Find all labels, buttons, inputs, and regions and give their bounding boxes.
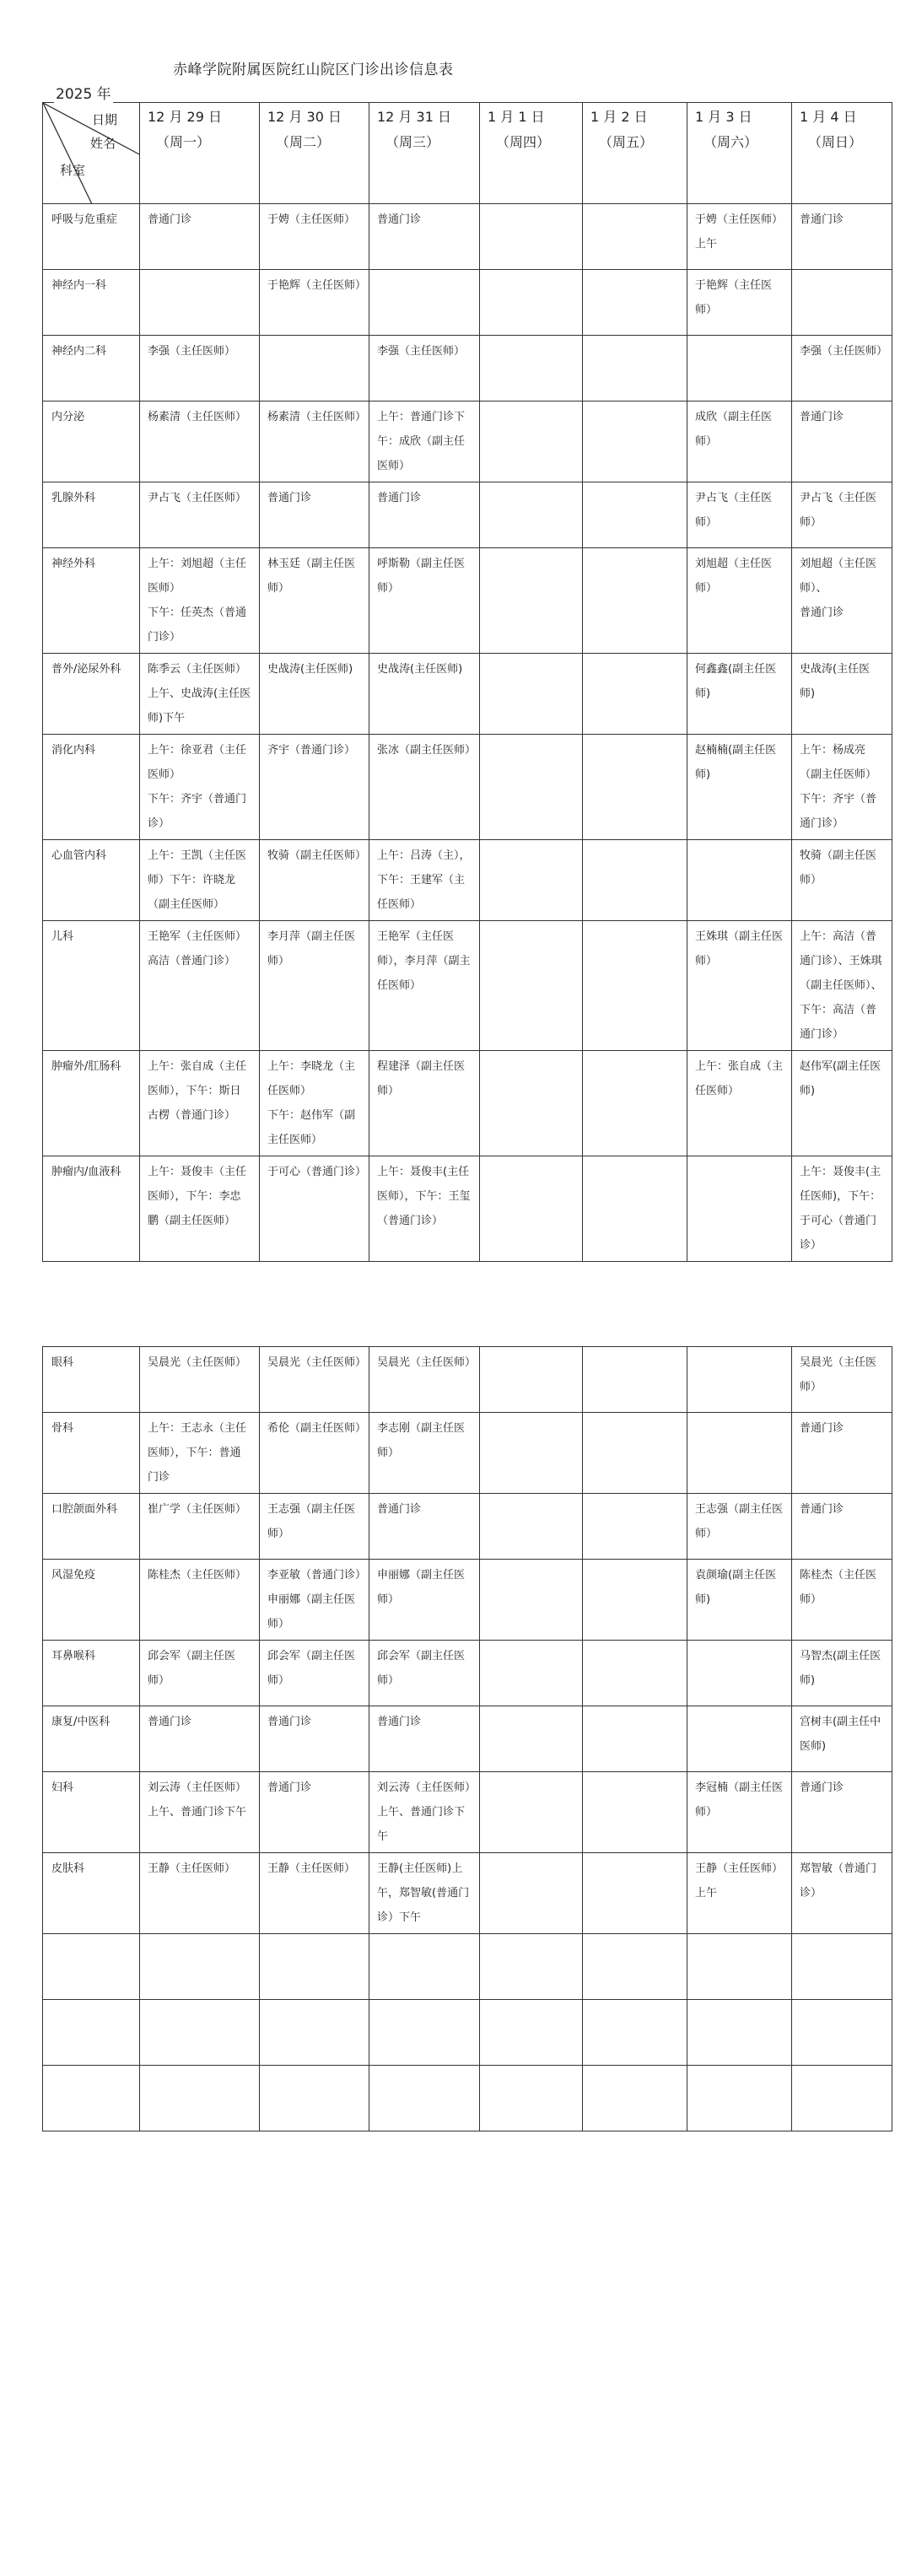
- schedule-cell: 邱会军（副主任医师）: [140, 1641, 260, 1706]
- schedule-cell: 上午：王志永（主任医师），下午：普通门诊: [140, 1413, 260, 1494]
- schedule-cell: 吴晨光（主任医师）: [260, 1347, 369, 1413]
- schedule-row: [43, 840, 892, 921]
- schedule-cell: [583, 1934, 687, 2000]
- dept-cell: 儿科: [43, 921, 140, 1051]
- day-weekday: （周六）: [703, 134, 758, 150]
- schedule-row: [43, 2066, 892, 2131]
- schedule-cell: [792, 2000, 892, 2066]
- schedule-cell: [480, 1494, 583, 1560]
- schedule-cell: [480, 336, 583, 401]
- schedule-cell: 申丽娜（副主任医师）: [369, 1560, 480, 1641]
- schedule-cell: 何鑫鑫(副主任医师): [687, 654, 792, 735]
- schedule-cell: [583, 1641, 687, 1706]
- schedule-cell: [583, 1413, 687, 1494]
- schedule-cell: 上午：李晓龙（主任医师） 下午：赵伟军（副主任医师）: [260, 1051, 369, 1156]
- schedule-row: [43, 1772, 892, 1853]
- corner-dept-label: 科室: [60, 163, 86, 178]
- schedule-cell: 林玉廷（副主任医师）: [260, 548, 369, 654]
- schedule-row: [43, 654, 892, 735]
- schedule-row: [43, 1853, 892, 1934]
- schedule-cell: [792, 2066, 892, 2131]
- schedule-cell: [480, 270, 583, 336]
- schedule-cell: 程建泽（副主任医师）: [369, 1051, 480, 1156]
- schedule-cell: [792, 1934, 892, 2000]
- schedule-cell: 刘旭超（主任医师）、 普通门诊: [792, 548, 892, 654]
- schedule-cell: 上午：吕涛（主），下午：王建军（主任医师）: [369, 840, 480, 921]
- schedule-cell: [480, 401, 583, 482]
- schedule-row: [43, 336, 892, 401]
- schedule-row: [43, 1494, 892, 1560]
- schedule-cell: 上午：刘旭超（主任医师） 下午：任英杰（普通门诊）: [140, 548, 260, 654]
- day-date: 12 月 30 日: [267, 109, 342, 125]
- corner-name-label: 姓名: [90, 136, 116, 151]
- schedule-cell: [687, 1706, 792, 1772]
- schedule-cell: 牧骑（副主任医师）: [260, 840, 369, 921]
- schedule-cell: 普通门诊: [792, 1413, 892, 1494]
- schedule-cell: [583, 482, 687, 548]
- day-date: 1 月 1 日: [488, 109, 545, 125]
- day-weekday: （周二）: [276, 134, 331, 150]
- schedule-cell: [480, 482, 583, 548]
- schedule-cell: 吴晨光（主任医师）: [792, 1347, 892, 1413]
- schedule-cell: 郑智敏（普通门诊）: [792, 1853, 892, 1934]
- schedule-cell: 尹占飞（主任医师）: [140, 482, 260, 548]
- corner-date-label: 日期: [92, 112, 118, 127]
- schedule-cell: 于娉（主任医师）上午: [687, 204, 792, 270]
- schedule-cell: [583, 2066, 687, 2131]
- schedule-cell: [480, 921, 583, 1051]
- schedule-cell: [480, 204, 583, 270]
- dept-cell: [43, 2000, 140, 2066]
- schedule-cell: 成欣（副主任医师）: [687, 401, 792, 482]
- schedule-cell: 王静（主任医师）: [140, 1853, 260, 1934]
- schedule-cell: [583, 840, 687, 921]
- schedule-cell: 崔广学（主任医师）: [140, 1494, 260, 1560]
- schedule-cell: 于可心（普通门诊）: [260, 1156, 369, 1262]
- schedule-cell: 上午：张自成（主任医师）: [687, 1051, 792, 1156]
- schedule-cell: [140, 270, 260, 336]
- schedule-cell: 普通门诊: [140, 1706, 260, 1772]
- schedule-cell: 邱会军（副主任医师）: [369, 1641, 480, 1706]
- day-weekday: （周五）: [599, 134, 654, 150]
- schedule-cell: 李亚敏（普通门诊）申丽娜（副主任医师）: [260, 1560, 369, 1641]
- schedule-cell: [583, 336, 687, 401]
- schedule-cell: 史战涛(主任医师): [260, 654, 369, 735]
- schedule-cell: 吴晨光（主任医师）: [369, 1347, 480, 1413]
- dept-cell: 肿瘤外/肛肠科: [43, 1051, 140, 1156]
- schedule-row: [43, 1051, 892, 1156]
- schedule-cell: 马智杰(副主任医师): [792, 1641, 892, 1706]
- dept-cell: 消化内科: [43, 735, 140, 840]
- schedule-cell: [480, 548, 583, 654]
- schedule-cell: [583, 1347, 687, 1413]
- schedule-cell: 普通门诊: [792, 401, 892, 482]
- schedule-cell: 上午：聂俊丰(主任医师），下午：王玺（普通门诊）: [369, 1156, 480, 1262]
- day-header: [140, 103, 260, 204]
- schedule-cell: 史战涛(主任医师): [369, 654, 480, 735]
- day-weekday: （周三）: [385, 134, 440, 150]
- header-row: [43, 103, 892, 204]
- schedule-cell: [687, 336, 792, 401]
- schedule-cell: 王静(主任医师)上午，郑智敏(普通门诊）下午: [369, 1853, 480, 1934]
- schedule-row: [43, 1156, 892, 1262]
- schedule-cell: [583, 1772, 687, 1853]
- schedule-row: [43, 1641, 892, 1706]
- schedule-cell: 尹占飞（主任医师）: [687, 482, 792, 548]
- dept-cell: 心血管内科: [43, 840, 140, 921]
- day-header: [480, 103, 583, 204]
- day-header: [687, 103, 792, 204]
- dept-cell: 普外/泌尿外科: [43, 654, 140, 735]
- schedule-cell: [480, 2000, 583, 2066]
- schedule-cell: [583, 401, 687, 482]
- schedule-cell: 刘旭超（主任医师）: [687, 548, 792, 654]
- dept-cell: 骨科: [43, 1413, 140, 1494]
- schedule-cell: 王志强（副主任医师）: [687, 1494, 792, 1560]
- schedule-row: [43, 1347, 892, 1413]
- schedule-cell: 上午：徐亚君（主任医师） 下午：齐宇（普通门诊）: [140, 735, 260, 840]
- schedule-cell: [687, 840, 792, 921]
- schedule-cell: [480, 1347, 583, 1413]
- schedule-cell: 王静（主任医师）: [260, 1853, 369, 1934]
- schedule-cell: [260, 1934, 369, 2000]
- schedule-row: [43, 921, 892, 1051]
- schedule-cell: [480, 1051, 583, 1156]
- schedule-cell: [480, 1706, 583, 1772]
- day-weekday: （周日）: [808, 134, 863, 150]
- schedule-cell: [583, 1853, 687, 1934]
- schedule-cell: 于娉（主任医师）: [260, 204, 369, 270]
- schedule-cell: 普通门诊: [792, 1494, 892, 1560]
- schedule-cell: [480, 654, 583, 735]
- schedule-cell: 普通门诊: [792, 1772, 892, 1853]
- schedule-cell: [480, 1560, 583, 1641]
- schedule-cell: [369, 1934, 480, 2000]
- schedule-cell: [260, 2000, 369, 2066]
- schedule-cell: [480, 1156, 583, 1262]
- schedule-cell: 上午：普通门诊下午：成欣（副主任医师）: [369, 401, 480, 482]
- schedule-cell: 赵伟军(副主任医师): [792, 1051, 892, 1156]
- schedule-cell: 希伦（副主任医师）: [260, 1413, 369, 1494]
- schedule-cell: [583, 2000, 687, 2066]
- schedule-cell: [480, 1413, 583, 1494]
- schedule-cell: 于艳辉（主任医师）: [687, 270, 792, 336]
- schedule-cell: [583, 548, 687, 654]
- schedule-cell: [480, 840, 583, 921]
- schedule-cell: 李志刚（副主任医师）: [369, 1413, 480, 1494]
- day-header: [792, 103, 892, 204]
- schedule-row: [43, 735, 892, 840]
- schedule-row: [43, 2000, 892, 2066]
- schedule-cell: 史战涛(主任医师): [792, 654, 892, 735]
- schedule-table-bottom: [42, 1346, 892, 2131]
- dept-cell: 皮肤科: [43, 1853, 140, 1934]
- dept-cell: [43, 2066, 140, 2131]
- schedule-cell: [583, 654, 687, 735]
- schedule-cell: 普通门诊: [792, 204, 892, 270]
- dept-cell: 乳腺外科: [43, 482, 140, 548]
- schedule-cell: 李强（主任医师）: [369, 336, 480, 401]
- schedule-cell: 王静（主任医师）上午: [687, 1853, 792, 1934]
- schedule-cell: 陈桂杰（主任医师）: [140, 1560, 260, 1641]
- schedule-cell: [687, 1641, 792, 1706]
- schedule-cell: 于艳辉（主任医师）: [260, 270, 369, 336]
- schedule-cell: 齐宇（普通门诊）: [260, 735, 369, 840]
- page-title: 赤峰学院附属医院红山院区门诊出诊信息表: [173, 62, 454, 78]
- day-date: 12 月 29 日: [148, 109, 222, 125]
- schedule-row: [43, 482, 892, 548]
- schedule-cell: 上午：高洁（普通门诊）、王姝琪（副主任医师）、下午：高洁（普通门诊）: [792, 921, 892, 1051]
- schedule-table-top: [42, 102, 892, 1262]
- dept-cell: 神经外科: [43, 548, 140, 654]
- schedule-cell: 李月萍（副主任医师）: [260, 921, 369, 1051]
- schedule-cell: [480, 735, 583, 840]
- schedule-cell: [369, 2066, 480, 2131]
- schedule-cell: 普通门诊: [369, 482, 480, 548]
- schedule-cell: [687, 1934, 792, 2000]
- schedule-cell: [480, 1853, 583, 1934]
- dept-cell: 眼科: [43, 1347, 140, 1413]
- schedule-cell: [792, 270, 892, 336]
- schedule-cell: 普通门诊: [369, 1706, 480, 1772]
- schedule-cell: [583, 1706, 687, 1772]
- schedule-cell: [583, 1560, 687, 1641]
- schedule-cell: 普通门诊: [140, 204, 260, 270]
- schedule-cell: 张冰（副主任医师）: [369, 735, 480, 840]
- dept-cell: 内分泌: [43, 401, 140, 482]
- day-date: 1 月 4 日: [800, 109, 857, 125]
- day-date: 1 月 3 日: [695, 109, 752, 125]
- dept-cell: [43, 1934, 140, 2000]
- schedule-row: [43, 1934, 892, 2000]
- dept-cell: 呼吸与危重症: [43, 204, 140, 270]
- schedule-cell: [583, 270, 687, 336]
- schedule-cell: 上午：聂俊丰(主任医师)，下午：于可心（普通门诊）: [792, 1156, 892, 1262]
- schedule-cell: 上午：聂俊丰（主任医师），下午：李忠鹏（副主任医师）: [140, 1156, 260, 1262]
- schedule-cell: [687, 2000, 792, 2066]
- schedule-cell: 普通门诊: [260, 1772, 369, 1853]
- dept-cell: 神经内二科: [43, 336, 140, 401]
- schedule-cell: [583, 735, 687, 840]
- schedule-row: [43, 1560, 892, 1641]
- schedule-cell: [687, 2066, 792, 2131]
- schedule-cell: 刘云涛（主任医师）上午、普通门诊下午: [369, 1772, 480, 1853]
- schedule-cell: [480, 2066, 583, 2131]
- schedule-row: [43, 1413, 892, 1494]
- schedule-cell: [369, 2000, 480, 2066]
- schedule-cell: 陈桂杰（主任医师）: [792, 1560, 892, 1641]
- dept-cell: 肿瘤内/血液科: [43, 1156, 140, 1262]
- dept-cell: 耳鼻喉科: [43, 1641, 140, 1706]
- schedule-row: [43, 401, 892, 482]
- dept-cell: 口腔颌面外科: [43, 1494, 140, 1560]
- schedule-cell: 刘云涛（主任医师）上午、普通门诊下午: [140, 1772, 260, 1853]
- schedule-cell: [480, 1934, 583, 2000]
- schedule-cell: 王姝琪（副主任医师）: [687, 921, 792, 1051]
- year-label: 2025 年: [54, 82, 113, 103]
- schedule-row: [43, 1706, 892, 1772]
- schedule-cell: 尹占飞（主任医师）: [792, 482, 892, 548]
- schedule-cell: [480, 1641, 583, 1706]
- dept-cell: 康复/中医科: [43, 1706, 140, 1772]
- schedule-cell: 李冠楠（副主任医师）: [687, 1772, 792, 1853]
- day-header: [369, 103, 480, 204]
- schedule-cell: 牧骑（副主任医师）: [792, 840, 892, 921]
- dept-cell: 风湿免疫: [43, 1560, 140, 1641]
- schedule-cell: 普通门诊: [260, 482, 369, 548]
- schedule-cell: 邱会军（副主任医师）: [260, 1641, 369, 1706]
- schedule-cell: 李强（主任医师）: [140, 336, 260, 401]
- schedule-cell: 吴晨光（主任医师）: [140, 1347, 260, 1413]
- schedule-cell: [583, 1051, 687, 1156]
- schedule-row: [43, 548, 892, 654]
- schedule-cell: 普通门诊: [260, 1706, 369, 1772]
- day-date: 1 月 2 日: [590, 109, 648, 125]
- schedule-cell: [260, 2066, 369, 2131]
- schedule-cell: 王志强（副主任医师）: [260, 1494, 369, 1560]
- schedule-cell: 上午：王凯（主任医师）下午：许晓龙（副主任医师）: [140, 840, 260, 921]
- day-header: [583, 103, 687, 204]
- schedule-cell: 上午：杨成亮（副主任医师） 下午：齐宇（普通门诊）: [792, 735, 892, 840]
- schedule-row: [43, 270, 892, 336]
- schedule-cell: [369, 270, 480, 336]
- schedule-cell: [687, 1347, 792, 1413]
- schedule-cell: 呼斯勒（副主任医师）: [369, 548, 480, 654]
- schedule-cell: [140, 2000, 260, 2066]
- dept-cell: 妇科: [43, 1772, 140, 1853]
- schedule-cell: 普通门诊: [369, 1494, 480, 1560]
- schedule-cell: 李强（主任医师）: [792, 336, 892, 401]
- day-header: [260, 103, 369, 204]
- schedule-cell: 陈季云（主任医师）上午、史战涛(主任医师)下午: [140, 654, 260, 735]
- schedule-cell: 袁颜瑜(副主任医师): [687, 1560, 792, 1641]
- schedule-row: [43, 204, 892, 270]
- schedule-cell: 王艳军（主任医师）高洁（普通门诊）: [140, 921, 260, 1051]
- day-date: 12 月 31 日: [377, 109, 451, 125]
- schedule-cell: 普通门诊: [369, 204, 480, 270]
- schedule-cell: [480, 1772, 583, 1853]
- schedule-cell: [583, 921, 687, 1051]
- dept-cell: 神经内一科: [43, 270, 140, 336]
- schedule-cell: 赵楠楠(副主任医师): [687, 735, 792, 840]
- schedule-cell: 上午：张自成（主任医师），下午：斯日古楞（普通门诊）: [140, 1051, 260, 1156]
- schedule-cell: 王艳军（主任医师），李月萍（副主任医师）: [369, 921, 480, 1051]
- schedule-cell: [687, 1156, 792, 1262]
- schedule-cell: [583, 1494, 687, 1560]
- schedule-cell: [140, 1934, 260, 2000]
- schedule-cell: 杨素清（主任医师）: [260, 401, 369, 482]
- schedule-cell: 杨素清（主任医师）: [140, 401, 260, 482]
- header-corner-cell: [43, 103, 140, 204]
- schedule-cell: [140, 2066, 260, 2131]
- schedule-cell: [583, 204, 687, 270]
- schedule-cell: [583, 1156, 687, 1262]
- schedule-cell: 宫树丰(副主任中医师): [792, 1706, 892, 1772]
- schedule-cell: [260, 336, 369, 401]
- schedule-cell: [687, 1413, 792, 1494]
- day-weekday: （周四）: [496, 134, 551, 150]
- day-weekday: （周一）: [156, 134, 211, 150]
